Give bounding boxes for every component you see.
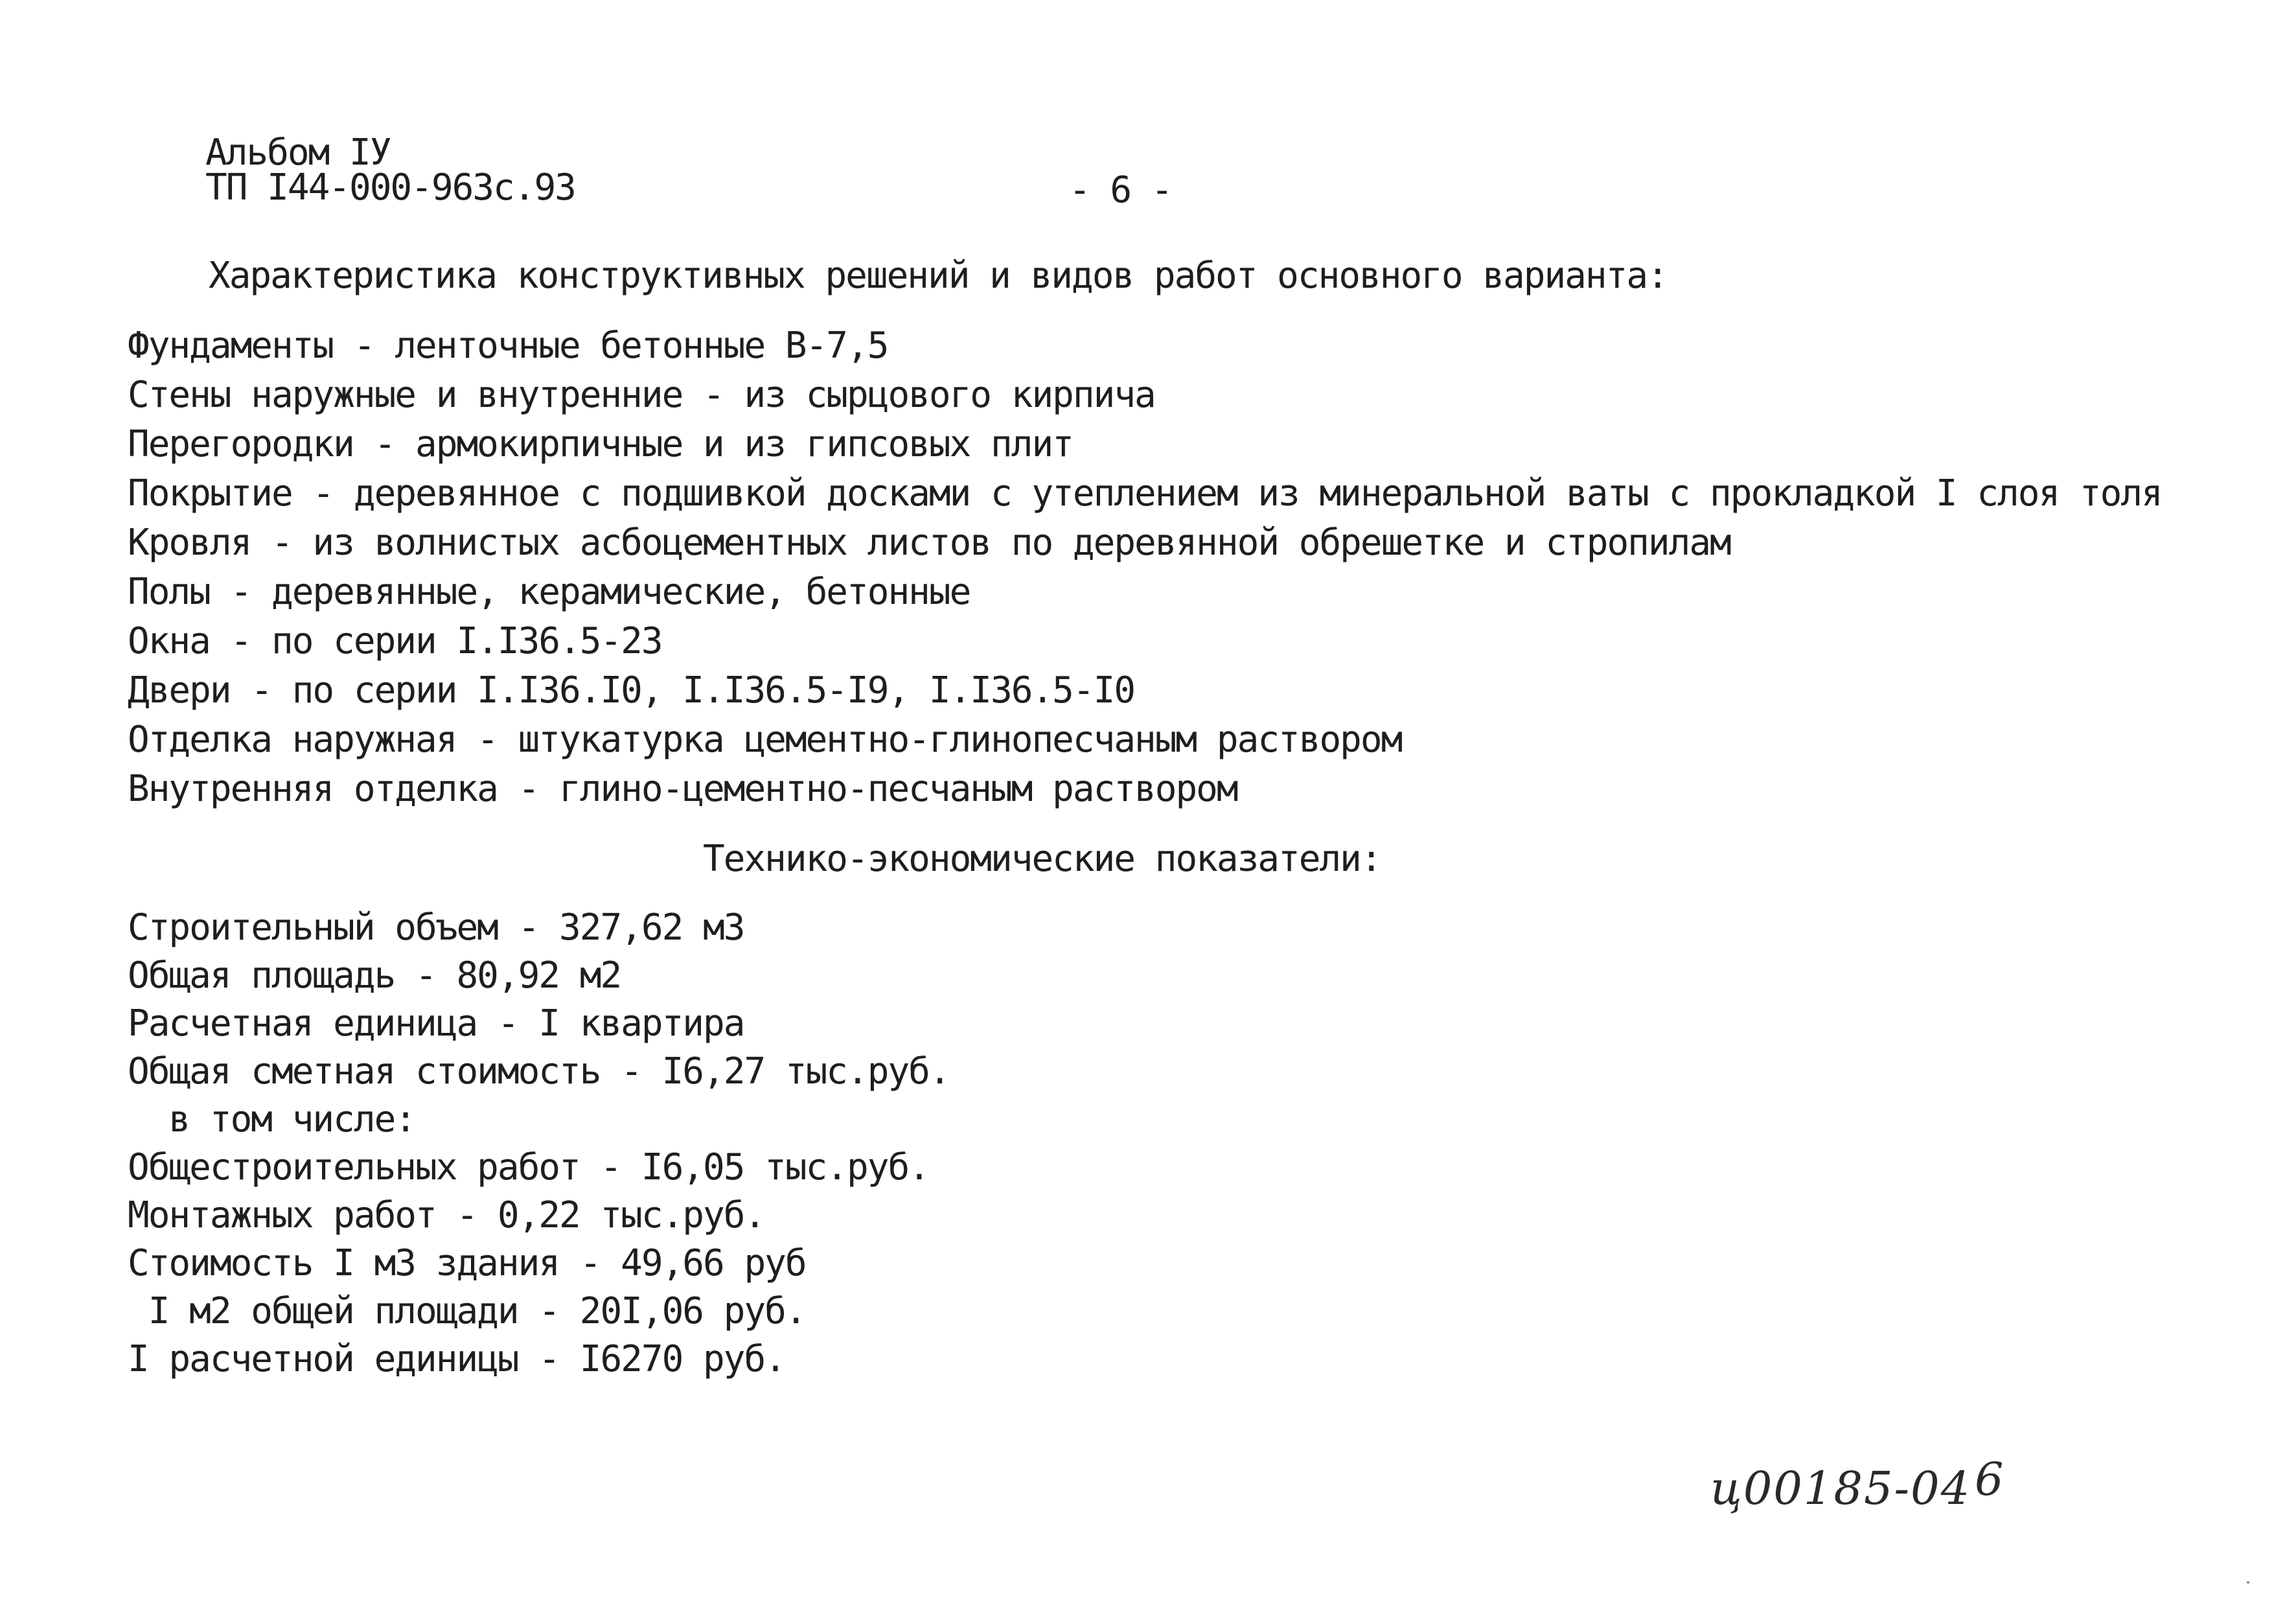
characteristic-item: Отделка наружная - штукатурка цементно-глинопесчаным раствором xyxy=(128,719,1402,761)
indicator-item: Расчетная единица - I квартира xyxy=(128,1002,744,1045)
indicator-item: Общая сметная стоимость - I6,27 тыс.руб. xyxy=(128,1050,950,1093)
indicator-item: Стоимость I м3 здания - 49,66 руб xyxy=(128,1242,806,1284)
characteristic-item: Перегородки - армокирпичные и из гипсовых плит xyxy=(128,423,1073,465)
scan-speck xyxy=(2247,1581,2249,1584)
handwritten-sheet-mark: 6 xyxy=(1975,1453,2005,1506)
characteristic-item: Двери - по серии I.I36.I0, I.I36.5-I9, I.I36.5-I0 xyxy=(128,669,1135,711)
handwritten-inventory-number: ц00185-04 xyxy=(1710,1462,1971,1515)
characteristic-item: Полы - деревянные, керамические, бетонные xyxy=(128,571,970,613)
indicator-item: в том числе: xyxy=(128,1098,416,1140)
indicator-item: Общестроительных работ - I6,05 тыс.руб. xyxy=(128,1146,929,1188)
indicator-item: I м2 общей площади - 20I,06 руб. xyxy=(128,1290,806,1332)
indicator-item: Монтажных работ - 0,22 тыс.руб. xyxy=(128,1194,765,1236)
indicator-item: Строительный объем - 327,62 м3 xyxy=(128,907,744,949)
characteristic-item: Кровля - из волнистых асбоцементных листов по деревянной обрешетке и стропилам xyxy=(128,522,1730,564)
characteristics-heading: Характеристика конструктивных решений и видов работ основного варианта: xyxy=(209,255,1668,297)
indicator-item: Общая площадь - 80,92 м2 xyxy=(128,954,621,997)
characteristic-item: Окна - по серии I.I36.5-23 xyxy=(128,620,662,662)
characteristic-item: Покрытие - деревянное с подшивкой досками с утеплением из минеральной ваты с прокладкой I слоя толя xyxy=(128,472,2162,514)
characteristic-item: Стены наружные и внутренние - из сырцового кирпича xyxy=(128,374,1155,416)
indicators-heading: Технико-экономические показатели: xyxy=(703,838,1381,880)
album-label: Альбом IУ xyxy=(205,132,391,174)
characteristic-item: Фундаменты - ленточные бетонные В-7,5 xyxy=(128,325,888,367)
characteristic-item: Внутренняя отделка - глино-цементно-песчаным раствором xyxy=(128,768,1237,810)
page-number: - 6 - xyxy=(1069,169,1172,211)
indicator-item: I расчетной единицы - I6270 руб. xyxy=(128,1338,785,1380)
document-code: ТП I44-000-963с.93 xyxy=(205,167,575,209)
